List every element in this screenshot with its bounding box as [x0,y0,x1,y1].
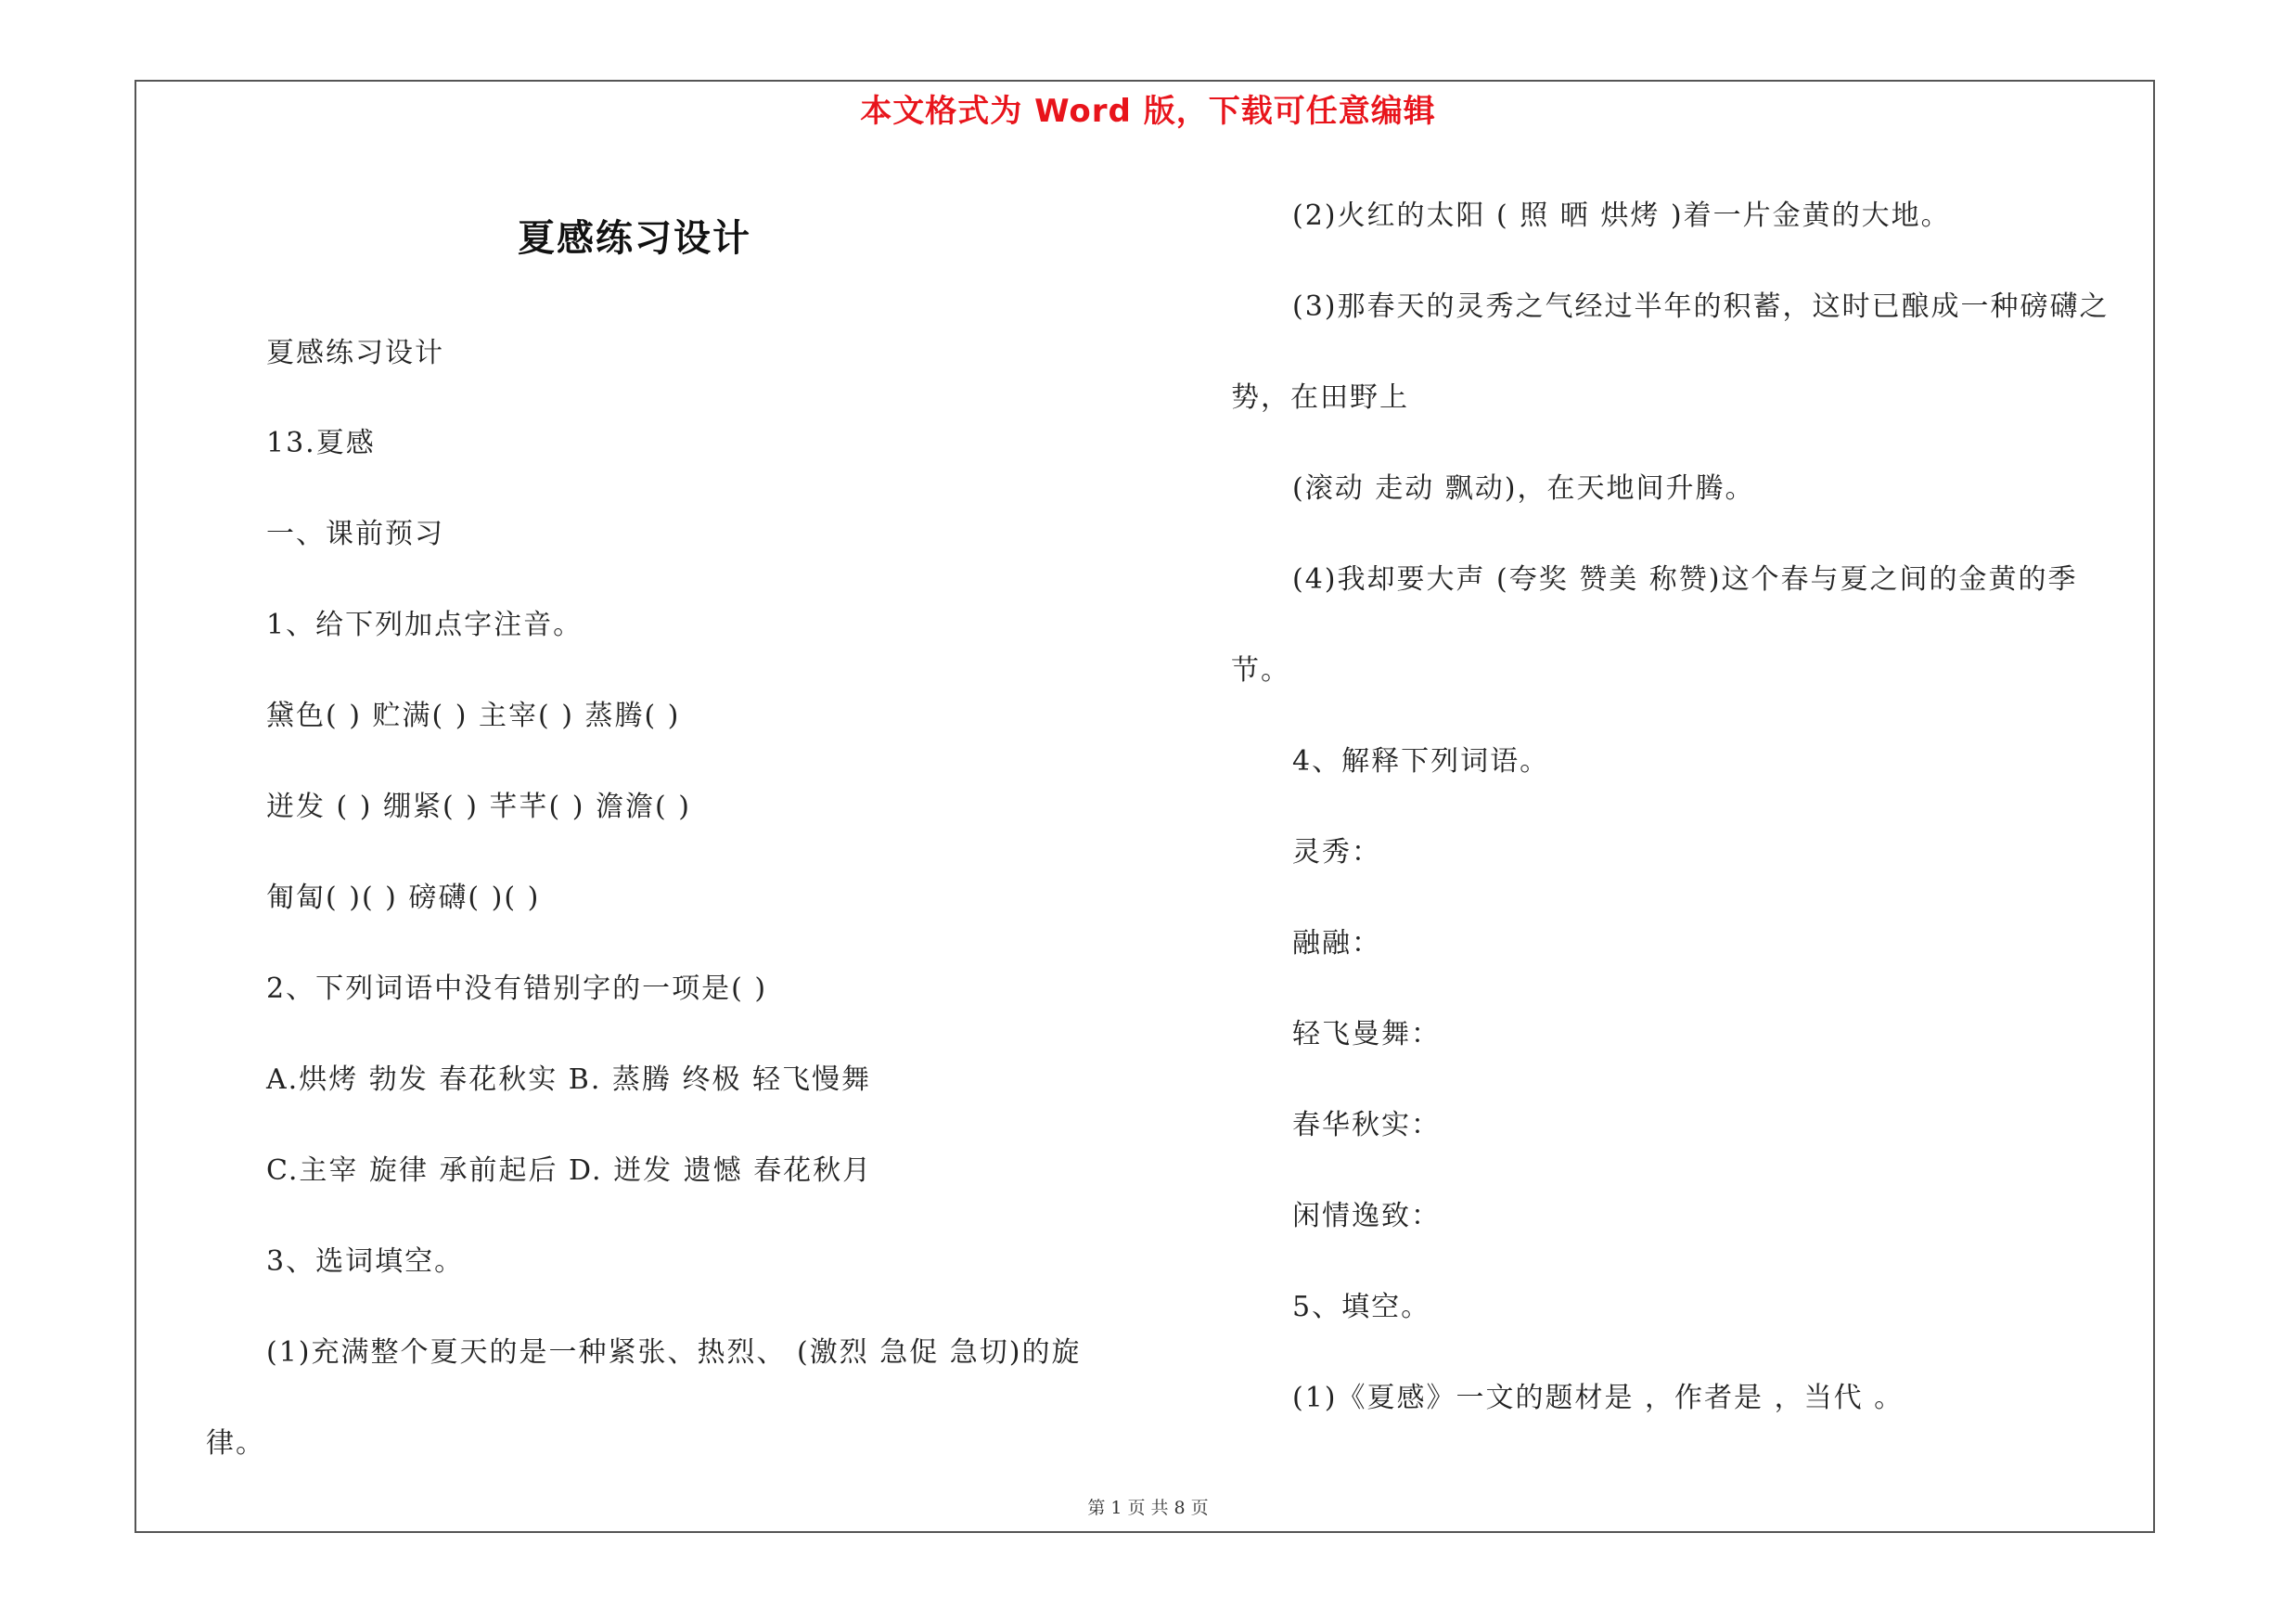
question-3-4-cont: 节。 [1231,654,1290,687]
question-3-1: (1)充满整个夏天的是一种紧张、热烈、 (激烈 急促 急切)的旋 [266,1336,1082,1369]
term-rongrong: 融融： [1292,927,1381,960]
lesson-number: 13.夏感 [266,427,376,459]
page-footer: 第 1 页 共 8 页 [1087,1498,1209,1518]
term-chunhuaqiushi: 春华秋实： [1292,1109,1441,1141]
question-3-2: (2)火红的太阳 ( 照 晒 烘烤 )着一片金黄的大地。 [1292,200,1951,232]
term-qingfeimanwu: 轻飞曼舞： [1292,1018,1441,1050]
option-a-b: A.烘烤 勃发 春花秋实 B. 蒸腾 终极 轻飞慢舞 [266,1063,871,1096]
question-3-3-cont: 势，在田野上 [1231,381,1409,414]
question-3: 3、选词填空。 [266,1245,465,1278]
question-5: 5、填空。 [1292,1291,1431,1323]
question-5-1: (1)《夏感》一文的题材是 ，作者是 ，当代 。 [1292,1382,1905,1414]
pinyin-row-2: 迸发 ( ) 绷紧( ) 芊芊( ) 澹澹( ) [266,791,691,823]
pinyin-row-3: 匍匐( )( ) 磅礴( )( ) [266,882,541,914]
question-4: 4、解释下列词语。 [1292,745,1550,778]
editable-banner: 本文格式为 Word 版，下载可任意编辑 [860,93,1436,130]
term-xianqingyizhi: 闲情逸致： [1292,1200,1441,1232]
question-3-1-cont: 律。 [206,1427,265,1460]
pinyin-row-1: 黛色( ) 贮满( ) 主宰( ) 蒸腾( ) [266,700,681,732]
question-3-3-options: (滚动 走动 飘动)，在天地间升腾。 [1292,472,1755,505]
question-3-3: (3)那春天的灵秀之气经过半年的积蓄，这时已酿成一种磅礴之 [1292,290,2110,323]
term-lingxiu: 灵秀： [1292,836,1381,869]
document-title: 夏感练习设计 [518,217,751,260]
question-3-4: (4)我却要大声 (夸奖 赞美 称赞)这个春与夏之间的金黄的季 [1292,563,2078,596]
question-1: 1、给下列加点字注音。 [266,609,584,641]
option-c-d: C.主宰 旋律 承前起后 D. 迸发 遗憾 春花秋月 [266,1154,873,1187]
question-2: 2、下列词语中没有错别字的一项是( ) [266,973,768,1005]
subtitle-line: 夏感练习设计 [266,337,444,369]
section-heading: 一、课前预习 [266,518,444,550]
